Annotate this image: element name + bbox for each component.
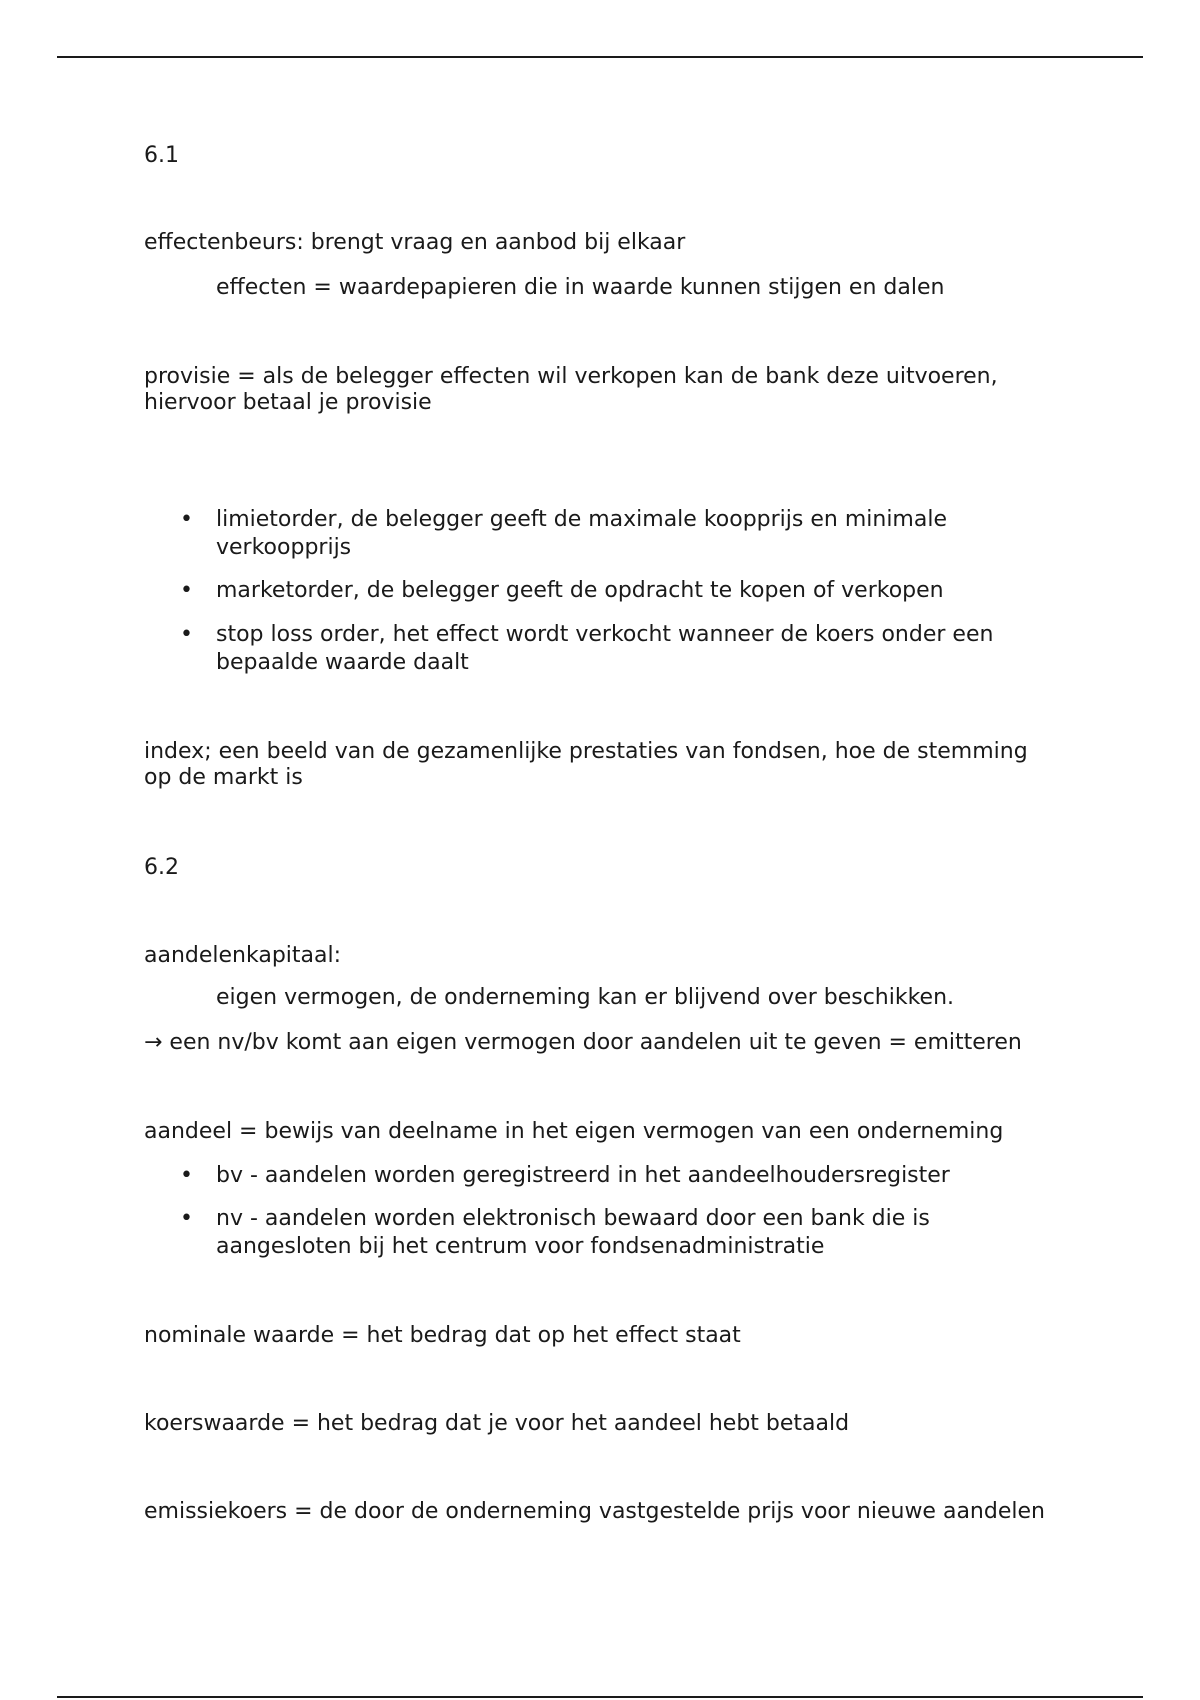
section-heading-6-2: 6.2 [144, 855, 179, 880]
section-heading-6-1: 6.1 [144, 143, 179, 168]
koerswaarde-definition: koerswaarde = het bedrag dat je voor het aandeel hebt betaald [144, 1411, 850, 1436]
bullet-icon: • [180, 622, 193, 647]
list-item-text: marketorder, de belegger geeft de opdracht te kopen of verkopen [216, 578, 944, 603]
effecten-definition: effecten = waardepapieren die in waarde kunnen stijgen en dalen [216, 275, 945, 300]
emissiekoers-definition: emissiekoers = de door de onderneming vastgestelde prijs voor nieuwe aandelen [144, 1499, 1045, 1524]
list-item-text-continued: bepaalde waarde daalt [216, 650, 469, 675]
list-item-text: limietorder, de belegger geeft de maximale koopprijs en minimale [216, 507, 947, 532]
header-rule [57, 56, 1143, 58]
aandeel-definition: aandeel = bewijs van deelname in het eigen vermogen van een onderneming [144, 1119, 1004, 1144]
aandelenkapitaal-label: aandelenkapitaal: [144, 943, 342, 968]
bullet-icon: • [180, 1206, 193, 1231]
provisie-definition-line-1: provisie = als de belegger effecten wil verkopen kan de bank deze uitvoeren, [144, 364, 998, 389]
index-definition-line-1: index; een beeld van de gezamenlijke prestaties van fondsen, hoe de stemming [144, 739, 1028, 764]
index-definition-line-2: op de markt is [144, 765, 303, 790]
list-item-text: stop loss order, het effect wordt verkocht wanneer de koers onder een [216, 622, 994, 647]
eigen-vermogen-definition: eigen vermogen, de onderneming kan er blijvend over beschikken. [216, 985, 955, 1010]
list-item-text-continued: verkoopprijs [216, 535, 352, 560]
bullet-icon: • [180, 578, 193, 603]
list-item-text: bv - aandelen worden geregistreerd in het aandeelhoudersregister [216, 1163, 950, 1188]
effectenbeurs-definition: effectenbeurs: brengt vraag en aanbod bij elkaar [144, 230, 686, 255]
bullet-icon: • [180, 1163, 193, 1188]
footer-rule [57, 1696, 1143, 1698]
provisie-definition-line-2: hiervoor betaal je provisie [144, 390, 432, 415]
emitteren-note: → een nv/bv komt aan eigen vermogen door aandelen uit te geven = emitteren [144, 1030, 1022, 1055]
bullet-icon: • [180, 507, 193, 532]
list-item-text-continued: aangesloten bij het centrum voor fondsenadministratie [216, 1234, 825, 1259]
nominale-waarde-definition: nominale waarde = het bedrag dat op het effect staat [144, 1323, 741, 1348]
list-item-text: nv - aandelen worden elektronisch bewaard door een bank die is [216, 1206, 930, 1231]
